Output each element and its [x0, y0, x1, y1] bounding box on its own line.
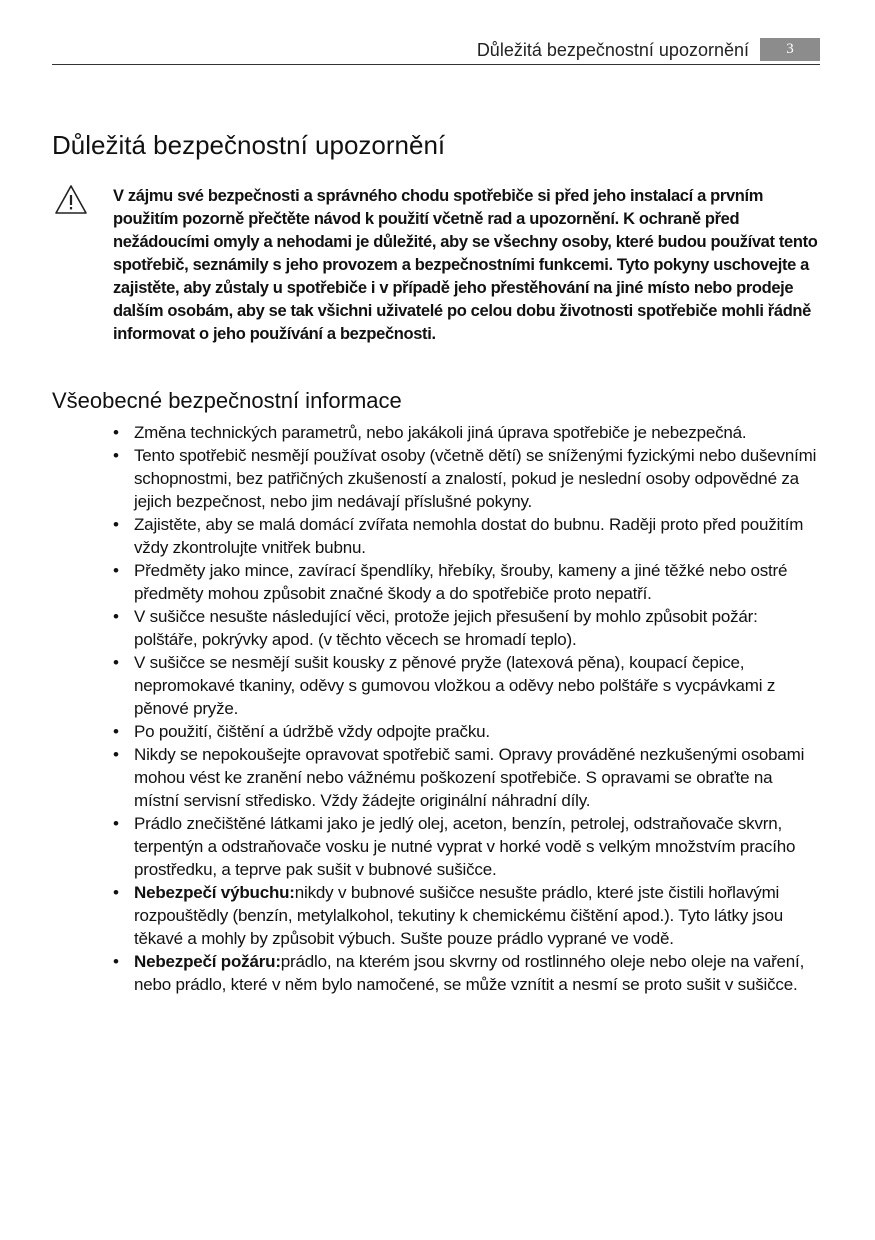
list-item-text: nikdy v bubnové sušičce nesušte prádlo, které jste čistili hořlavými rozpouštědly (benzín, metylalkohol, tekutiny k chemickému čištění apod.). Tyto látky jsou těkavé a mohly by způsobit výbuch. Sušte pouze prádlo vyprané ve vodě. — [134, 883, 783, 948]
header-rule — [52, 64, 820, 65]
list-item-text: Předměty jako mince, zavírací špendlíky, hřebíky, šrouby, kameny a jiné těžké nebo ostré předměty mohou způsobit značné škody a do spotřebiče proto nepatří. — [134, 561, 788, 603]
list-item-text: prádlo, na kterém jsou skvrny od rostlinného oleje nebo oleje na vaření, nebo prádlo, které v něm bylo namočené, se může vznítit a nesmí se proto sušit v sušičce. — [134, 952, 805, 994]
list-item — [113, 651, 821, 720]
list-item — [113, 513, 821, 559]
list-item-lead: Nebezpečí výbuchu: — [134, 883, 295, 902]
section-title: Všeobecné bezpečnostní informace — [52, 388, 402, 413]
bullet-icon: • — [113, 722, 119, 741]
warning-triangle-icon — [54, 184, 88, 216]
list-item-text: Po použití, čištění a údržbě vždy odpojte pračku. — [134, 722, 490, 741]
intro-warning-text: V zájmu své bezpečnosti a správného chodu spotřebiče si před jeho instalací a prvním použitím pozorně přečtěte návod k použití včetně rad a upozornění. K ochraně před nežádoucími omyly a nehodami je důležité, aby se všechny osoby, které budou používat tento spotřebič, seznámily s jeho provozem a bezpečnostními funkcemi. Tyto pokyny uschovejte a zajistěte, aby zůstaly u spotřebiče i v případě jeho přestěhování na jiné místo nebo prodeje dalším osobám, aby se tak všichni uživatelé po celou dobu životnosti spotřebiče mohli řádně informovat o jeho používání a bezpečnosti. — [113, 187, 818, 343]
list-item — [113, 559, 821, 605]
bullet-icon: • — [113, 561, 119, 580]
list-item — [113, 881, 821, 950]
bullet-icon: • — [113, 883, 119, 902]
list-item — [113, 950, 821, 996]
list-item — [113, 444, 821, 513]
bullet-icon: • — [113, 607, 119, 626]
header-title: Důležitá bezpečnostní upozornění — [476, 40, 749, 60]
bullet-icon: • — [113, 952, 119, 971]
list-item — [113, 743, 821, 812]
bullet-icon: • — [113, 653, 119, 672]
list-item-text: Nikdy se nepokoušejte opravovat spotřebič sami. Opravy prováděné nezkušenými osobami mohou vést ke zranění nebo vážnému poškození spotřebiče. S opravami se obraťte na místní servisní středisko. Vždy žádejte originální náhradní díly. — [134, 745, 805, 810]
list-item-text: Změna technických parametrů, nebo jakákoli jiná úprava spotřebiče je nebezpečná. — [134, 423, 747, 442]
list-item — [113, 812, 821, 881]
list-item — [113, 421, 821, 444]
bullet-icon: • — [113, 814, 119, 833]
bullet-icon: • — [113, 515, 119, 534]
list-item — [113, 720, 821, 743]
list-item-text: Prádlo znečištěné látkami jako je jedlý olej, aceton, benzín, petrolej, odstraňovače skvrn, terpentýn a odstraňovače vosku je nutné vyprat v horké vodě s velkým množstvím pracího prostředku, a teprve pak sušit v bubnové sušičce. — [134, 814, 796, 879]
list-item-text: Tento spotřebič nesmějí používat osoby (včetně dětí) se sníženými fyzickými nebo duševními schopnostmi, bez patřičných zkušeností a znalostí, pokud je neslední osoby odpovědné za jejich bezpečnost, nebo jim nedávají příslušné pokyny. — [134, 446, 817, 511]
safety-info-list — [113, 421, 821, 996]
list-item — [113, 605, 821, 651]
bullet-icon: • — [113, 423, 119, 442]
list-item-text: V sušičce nesušte následující věci, protože jejich přesušení by mohlo způsobit požár: polštáře, pokrývky apod. (v těchto věcech se hromadí teplo). — [134, 607, 758, 649]
page-number: 3 — [760, 38, 820, 61]
list-item-text: Zajistěte, aby se malá domácí zvířata nemohla dostat do bubnu. Raději proto před použitím vždy zkontrolujte vnitřek bubnu. — [134, 515, 804, 557]
list-item-lead: Nebezpečí požáru: — [134, 952, 281, 971]
list-item-text: V sušičce se nesmějí sušit kousky z pěnové pryže (latexová pěna), koupací čepice, nepromokavé tkaniny, oděvy s gumovou vložkou a oděvy nebo polštáře s vycpávkami z pěnové pryže. — [134, 653, 776, 718]
page-title: Důležitá bezpečnostní upozornění — [52, 130, 446, 160]
bullet-icon: • — [113, 745, 119, 764]
bullet-icon: • — [113, 446, 119, 465]
